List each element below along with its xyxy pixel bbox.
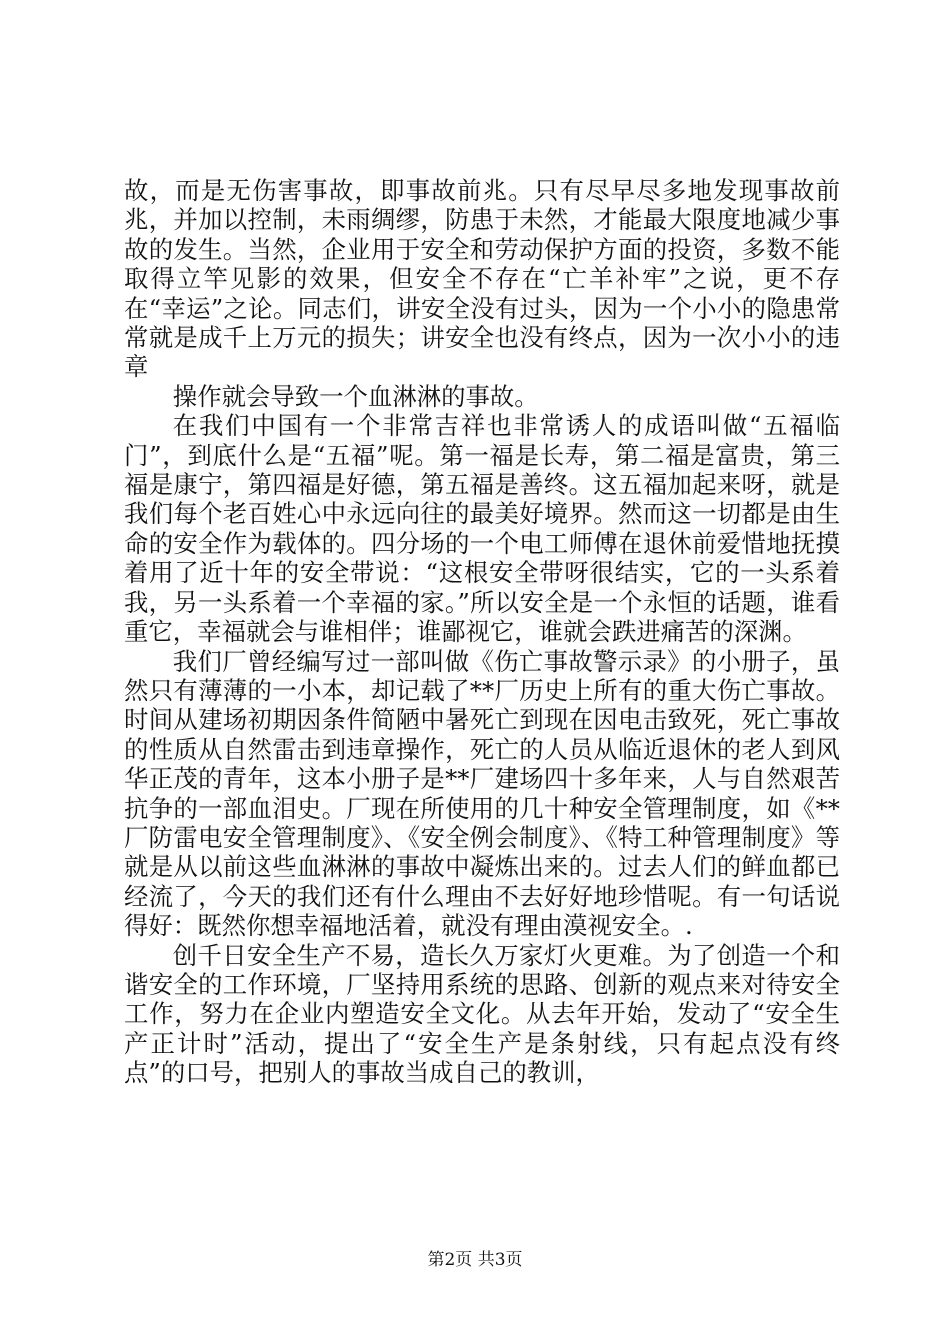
paragraph-safety-culture: 创千日安全生产不易，造长久万家灯火更难。为了创造一个和谐安全的工作环境，厂坚持用系统的思路、创新的观点来对待安全工作，努力在企业内塑造安全文化。从去年开始，发动了“安全生产正计时”活动，提出了“安全生产是条射线，只有起点没有终点”的口号，把别人的事故当成自己的教训， — [124, 940, 840, 1088]
paragraph-accident-result: 操作就会导致一个血淋淋的事故。 — [172, 381, 539, 411]
paragraph-warning-booklet: 我们厂曾经编写过一部叫做《伤亡事故警示录》的小册子，虽然只有薄薄的一小本，却记载了**厂历史上所有的重大伤亡事故。时间从建场初期因条件简陋中暑死亡到现在因电击致死，死亡事故的性质从自然雷击到违章操作，死亡的人员从临近退休的老人到风华正茂的青年，这本小册子是**厂建场四十多年来，人与自然艰苦抗争的一部血泪史。厂现在所使用的几十种安全管理制度，如《**厂防雷电安全管理制度》、《安全例会制度》、《特工种管理制度》等就是从以前这些血淋淋的事故中凝炼出来的。过去人们的鲜血都已经流了，今天的我们还有什么理由不去好好地珍惜呢。有一句话说得好：既然你想幸福地活着，就没有理由漠视安全。. — [124, 646, 840, 941]
paragraph-continuation: 故，而是无伤害事故，即事故前兆。只有尽早尽多地发现事故前兆，并加以控制，未雨绸缪，防患于未然，才能最大限度地减少事故的发生。当然，企业用于安全和劳动保护方面的投资，多数不能取得立竿见影的效果，但安全不存在“亡羊补牢”之说，更不存在“幸运”之论。同志们，讲安全没有过头，因为一个小小的隐患常常就是成千上万元的损失；讲安全也没有终点，因为一次小小的违章 — [124, 176, 840, 382]
page-number-footer: 第2页 共3页 — [427, 1250, 523, 1270]
paragraph-five-blessings: 在我们中国有一个非常吉祥也非常诱人的成语叫做“五福临门”，到底什么是“五福”呢。第一福是长寿，第二福是富贵，第三福是康宁，第四福是好德，第五福是善终。这五福加起来呀，就是我们每个老百姓心中永远向往的最美好境界。然而这一切都是由生命的安全作为载体的。四分场的一个电工师傅在退休前爱惜地抚摸着用了近十年的安全带说：“这根安全带呀很结实，它的一头系着我，另一头系着一个幸福的家。”所以安全是一个永恒的话题，谁看重它，幸福就会与谁相伴；谁鄙视它，谁就会跌进痛苦的深渊。 — [124, 411, 840, 647]
document-body — [124, 176, 840, 1088]
